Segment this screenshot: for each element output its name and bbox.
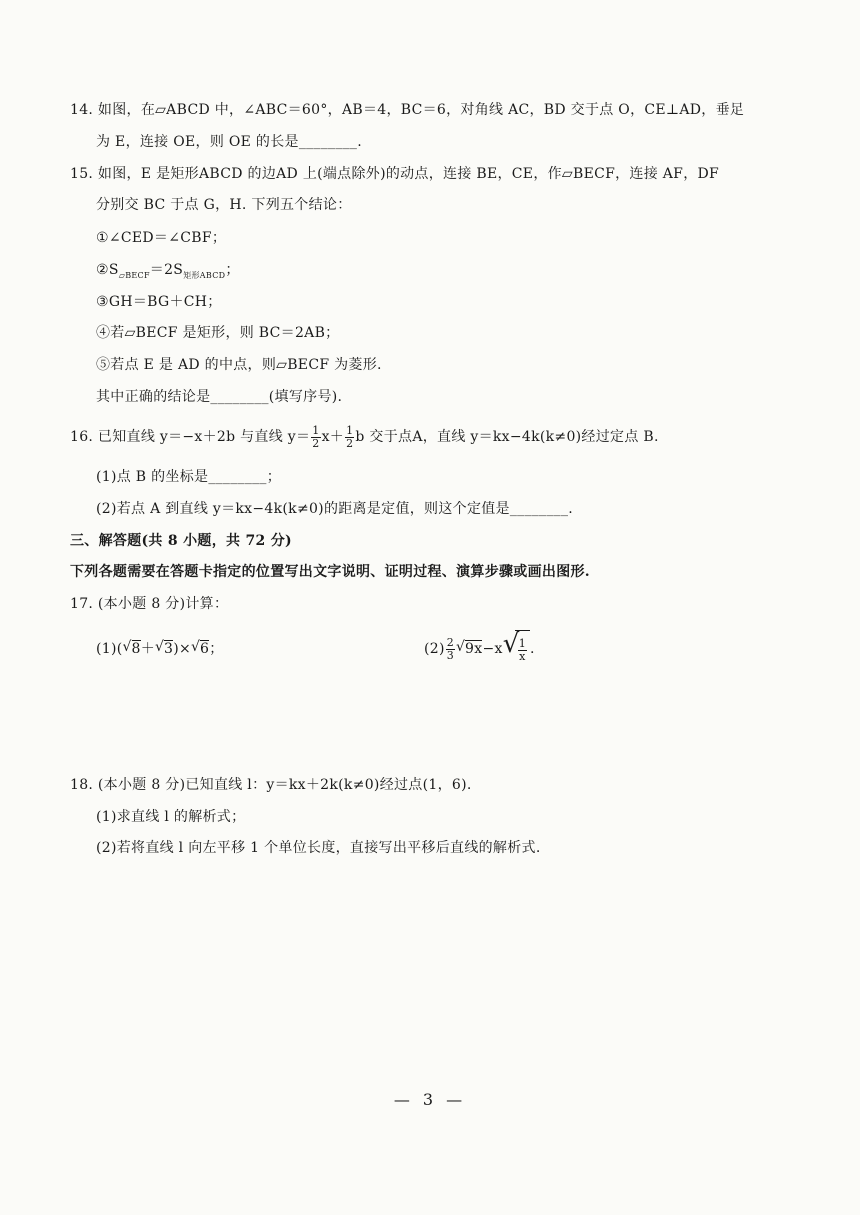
q17-r2: 3 [164, 641, 174, 657]
q18-line1: 18. (本小题 8 分)已知直线 l：y＝kx＋2k(k≠0)经过点(1，6). [70, 777, 472, 793]
q17-p2-r1: 9x [465, 641, 483, 657]
q16-part1: (1)点 B 的坐标是________； [96, 469, 282, 485]
q17-p1-plus: ＋ [140, 641, 156, 657]
q16-post: b 交于点A，直线 y＝kx−4k(k≠0)经过定点 B. [355, 429, 659, 445]
page-number: — 3 — [393, 1090, 467, 1109]
q17-frac-num: 2 [446, 635, 455, 649]
q14-line1: 14. 如图，在▱ABCD 中，∠ABC＝60°，AB＝4，BC＝6，对角线 AC，BD 交于点 O，CE⊥AD，垂足 [70, 102, 745, 118]
q17-p1-pre: (1)( [96, 641, 123, 657]
q17-sqrt-6 [191, 638, 209, 660]
q15-conclusion-4: ④若▱BECF 是矩形，则 BC＝2AB； [96, 325, 340, 341]
q17-r3: 6 [200, 641, 210, 657]
q17-p1-mid: )× [173, 641, 192, 657]
q17-p2-pre: (2) [424, 641, 445, 657]
q15-conclusion-5: ⑤若点 E 是 AD 的中点，则▱BECF 为菱形. [96, 357, 382, 373]
q17-p1-end: ； [209, 641, 224, 657]
q17-p2-end: . [530, 641, 535, 657]
q15-c2-mid: ＝2S [149, 262, 184, 278]
q17-inner-num: √ 1 [518, 636, 526, 650]
q16-part2: (2)若点 A 到直线 y＝kx−4k(k≠0)的距离是定值，则这个定值是________. [96, 501, 573, 517]
q17-sqrt-8 [123, 638, 141, 660]
q16-frac1-num: 1 [312, 423, 320, 437]
q17-sqrt-9x [456, 631, 482, 667]
q16-pre: 16. 已知直线 y＝−x＋2b 与直线 y＝ [70, 429, 311, 445]
q16-line1 [0, 424, 860, 450]
q15-c2-end: ； [225, 262, 240, 278]
q15-c2-sub1: ▱BECF [118, 270, 150, 280]
q16-frac2-num: 1 [346, 423, 354, 437]
q17-r1: 8 [131, 641, 141, 657]
q17-inner-den: x [519, 649, 526, 663]
section3-title: 三、解答题(共 8 小题，共 72 分) [70, 533, 292, 549]
section3-instruction: 下列各题需要在答题卡指定的位置写出文字说明、证明过程、演算步骤或画出图形. [70, 564, 590, 580]
q17-part2 [424, 630, 824, 668]
q16-frac-2 [345, 425, 354, 450]
q15-answer-line: 其中正确的结论是________(填写序号). [96, 389, 343, 405]
q15-conclusion-2 [0, 259, 860, 287]
q15-c2-pre: ②S [96, 262, 119, 278]
q15-conclusion-1: ①∠CED＝∠CBF； [96, 230, 227, 246]
q14-line2: 为 E，连接 OE，则 OE 的长是________. [96, 134, 362, 150]
q16-frac1-den: 2 [312, 436, 320, 450]
q17-p2-mid: −x [482, 641, 503, 657]
q17-frac-den: 3 [446, 648, 455, 662]
q18-part2: (2)若将直线 l 向左平移 1 个单位长度，直接写出平移后直线的解析式. [96, 840, 541, 856]
q18-part1: (1)求直线 l 的解析式； [96, 809, 246, 825]
q17-title: 17. (本小题 8 分)计算： [70, 596, 229, 612]
q17-sqrt-3 [155, 638, 173, 660]
q15-line1: 15. 如图，E 是矩形ABCD 的边AD 上(端点除外)的动点，连接 BE，CE，作▱BECF，连接 AF，DF [70, 166, 720, 182]
q15-c2-sub2: 矩形ABCD [183, 270, 226, 280]
q15-line2: 分别交 BC 于点 G，H. 下列五个结论： [96, 197, 352, 213]
q17-inner-frac [518, 638, 527, 663]
q17-sqrt-frac [503, 630, 530, 668]
q16-frac2-den: 2 [346, 436, 354, 450]
q15-conclusion-3: ③GH＝BG＋CH； [96, 294, 222, 310]
q17-frac [446, 637, 455, 662]
q16-mid: x＋ [321, 429, 345, 445]
q16-frac-1 [311, 425, 320, 450]
